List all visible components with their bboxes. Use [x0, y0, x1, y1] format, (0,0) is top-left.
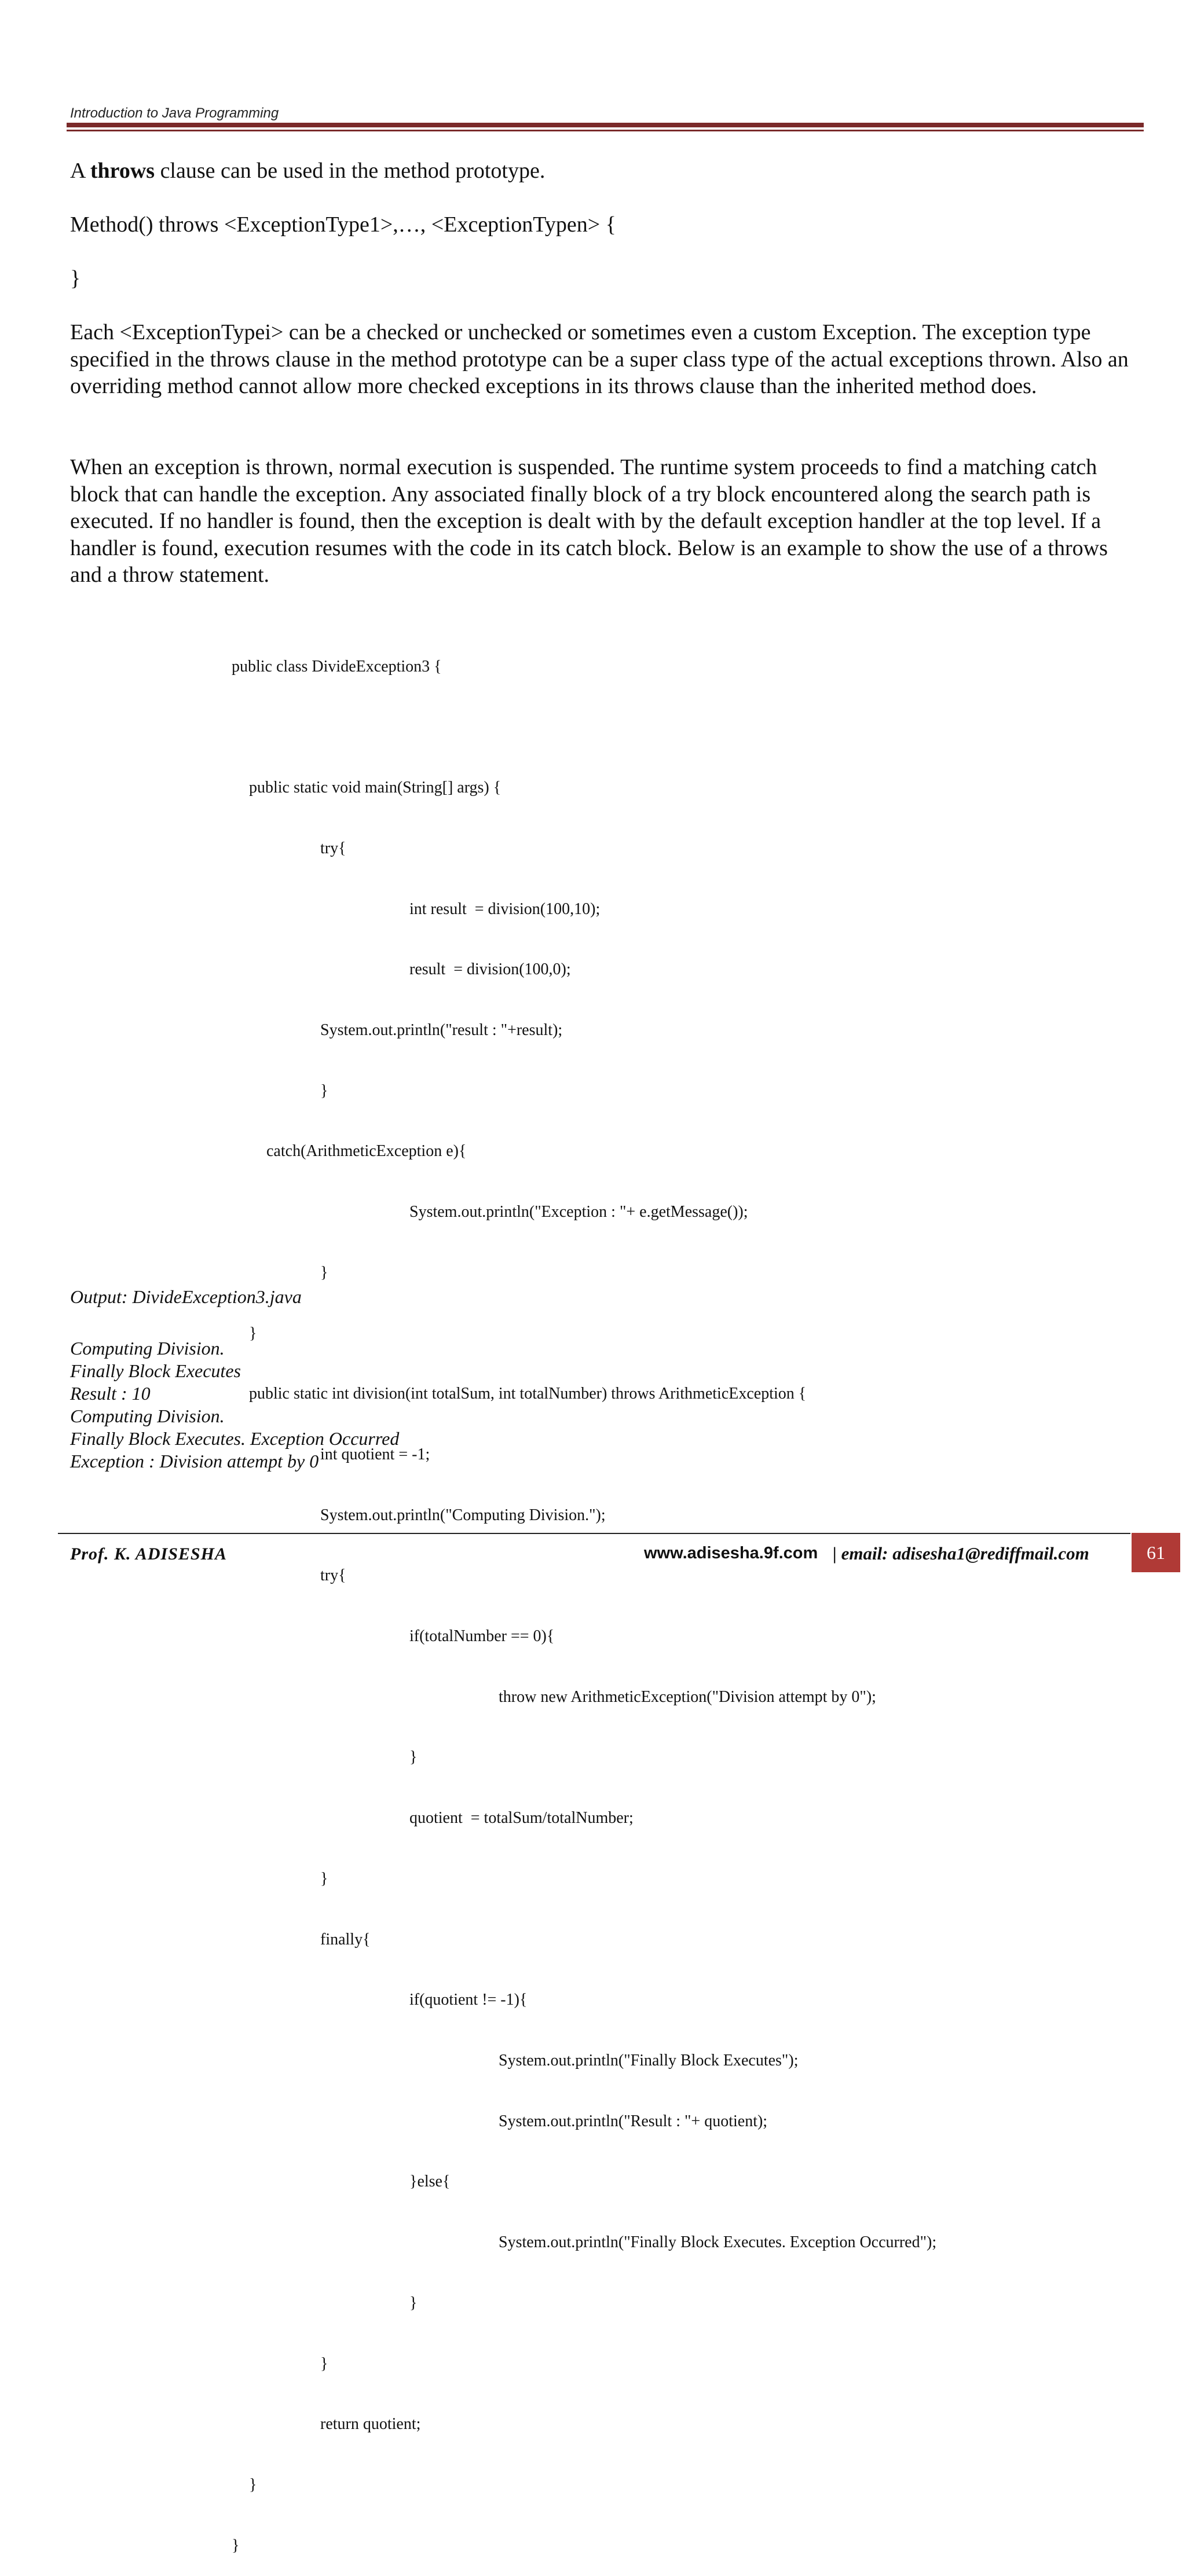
method-close-brace: } — [70, 266, 81, 291]
code-line: return quotient; — [320, 2415, 421, 2434]
code-line: System.out.println("result : "+result); — [320, 1021, 563, 1040]
code-line: } — [249, 1324, 257, 1342]
header-rule — [67, 123, 1144, 127]
code-line: int result = division(100,10); — [409, 900, 601, 918]
output-line: Finally Block Executes. Exception Occurred — [70, 1428, 400, 1449]
code-line: public static void main(String[] args) { — [249, 779, 502, 797]
code-line: int quotient = -1; — [320, 1445, 430, 1463]
paragraph-exception-types: Each <ExceptionTypei> can be a checked or unchecked or sometimes even a custom Exception. The exception type specified in the throws clause in the method prototype can be a super class type of the actual exceptions thrown. Also an overriding method cannot allow more checked exceptions in its throws clause than the inherited method does. — [70, 320, 1129, 398]
code-line: } — [320, 1869, 328, 1888]
output-line: Computing Division. — [70, 1406, 225, 1426]
code-line: System.out.println("Result : "+ quotient); — [499, 2112, 768, 2130]
footer-website: www.adisesha.9f.com — [644, 1544, 818, 1562]
code-line: } — [249, 2475, 257, 2494]
output-line: Result : 10 — [70, 1383, 151, 1404]
output-line: Finally Block Executes — [70, 1360, 241, 1381]
code-line: } — [320, 1263, 328, 1282]
program-output — [70, 1337, 399, 1473]
header-title: Introduction to Java Programming — [70, 105, 279, 121]
page-number-badge: 61 — [1132, 1533, 1180, 1572]
output-line: Computing Division. — [70, 1338, 225, 1359]
code-line: } — [409, 1748, 418, 1767]
code-line: try{ — [320, 1566, 346, 1585]
footer-author: Prof. K. ADISESHA — [70, 1544, 227, 1564]
method-signature: Method() throws <ExceptionType1>,…, <ExceptionTypen> { — [70, 212, 616, 237]
footer-rule — [58, 1533, 1130, 1534]
code-line: } — [320, 2354, 328, 2373]
paragraph-exception-handling: When an exception is thrown, normal execution is suspended. The runtime system proceeds to find a matching catch block that can handle the exception. Any associated finally block of a try block encountered along the search path is executed. If no handler is found, then the exception is dealt with by the default exception handler at the top level. If a handler is found, execution resumes with the code in its catch block. Below is an example to show the use of a throws and a throw statement. — [70, 455, 1108, 587]
code-line: } — [320, 1081, 328, 1100]
code-line: throw new ArithmeticException("Division attempt by 0"); — [499, 1687, 876, 1706]
code-line: if(totalNumber == 0){ — [409, 1627, 555, 1646]
code-line: catch(ArithmeticException e){ — [266, 1142, 467, 1161]
code-line: System.out.println("Computing Division."); — [320, 1506, 606, 1524]
code-line: System.out.println("Finally Block Executes. Exception Occurred"); — [499, 2233, 937, 2252]
paragraph-throws-intro — [70, 157, 1141, 185]
text-span: A — [70, 159, 90, 183]
code-line: quotient = totalSum/totalNumber; — [409, 1809, 634, 1828]
code-line: if(quotient != -1){ — [409, 1991, 528, 2009]
output-line: Exception : Division attempt by 0 — [70, 1451, 319, 1472]
code-listing — [0, 617, 1186, 2576]
text-span: clause can be used in the method prototype. — [155, 159, 546, 183]
code-line: }else{ — [409, 2173, 451, 2191]
code-line: public static int division(int totalSum, int totalNumber) throws ArithmeticException { — [249, 1385, 807, 1403]
code-line: System.out.println("Finally Block Executes"); — [499, 2051, 799, 2069]
keyword-throws: throws — [90, 159, 155, 183]
footer-email: | email: adisesha1@rediffmail.com — [833, 1543, 1089, 1564]
output-label: Output: DivideException3.java — [70, 1286, 302, 1307]
code-line: } — [409, 2294, 418, 2312]
header-rule-thin — [67, 130, 1144, 131]
code-line: } — [232, 2536, 240, 2555]
code-line: finally{ — [320, 1930, 371, 1948]
code-line: try{ — [320, 839, 346, 857]
code-line: public class DivideException3 { — [232, 657, 442, 676]
code-line: result = division(100,0); — [409, 960, 571, 979]
code-line: System.out.println("Exception : "+ e.getMessage()); — [409, 1203, 748, 1221]
